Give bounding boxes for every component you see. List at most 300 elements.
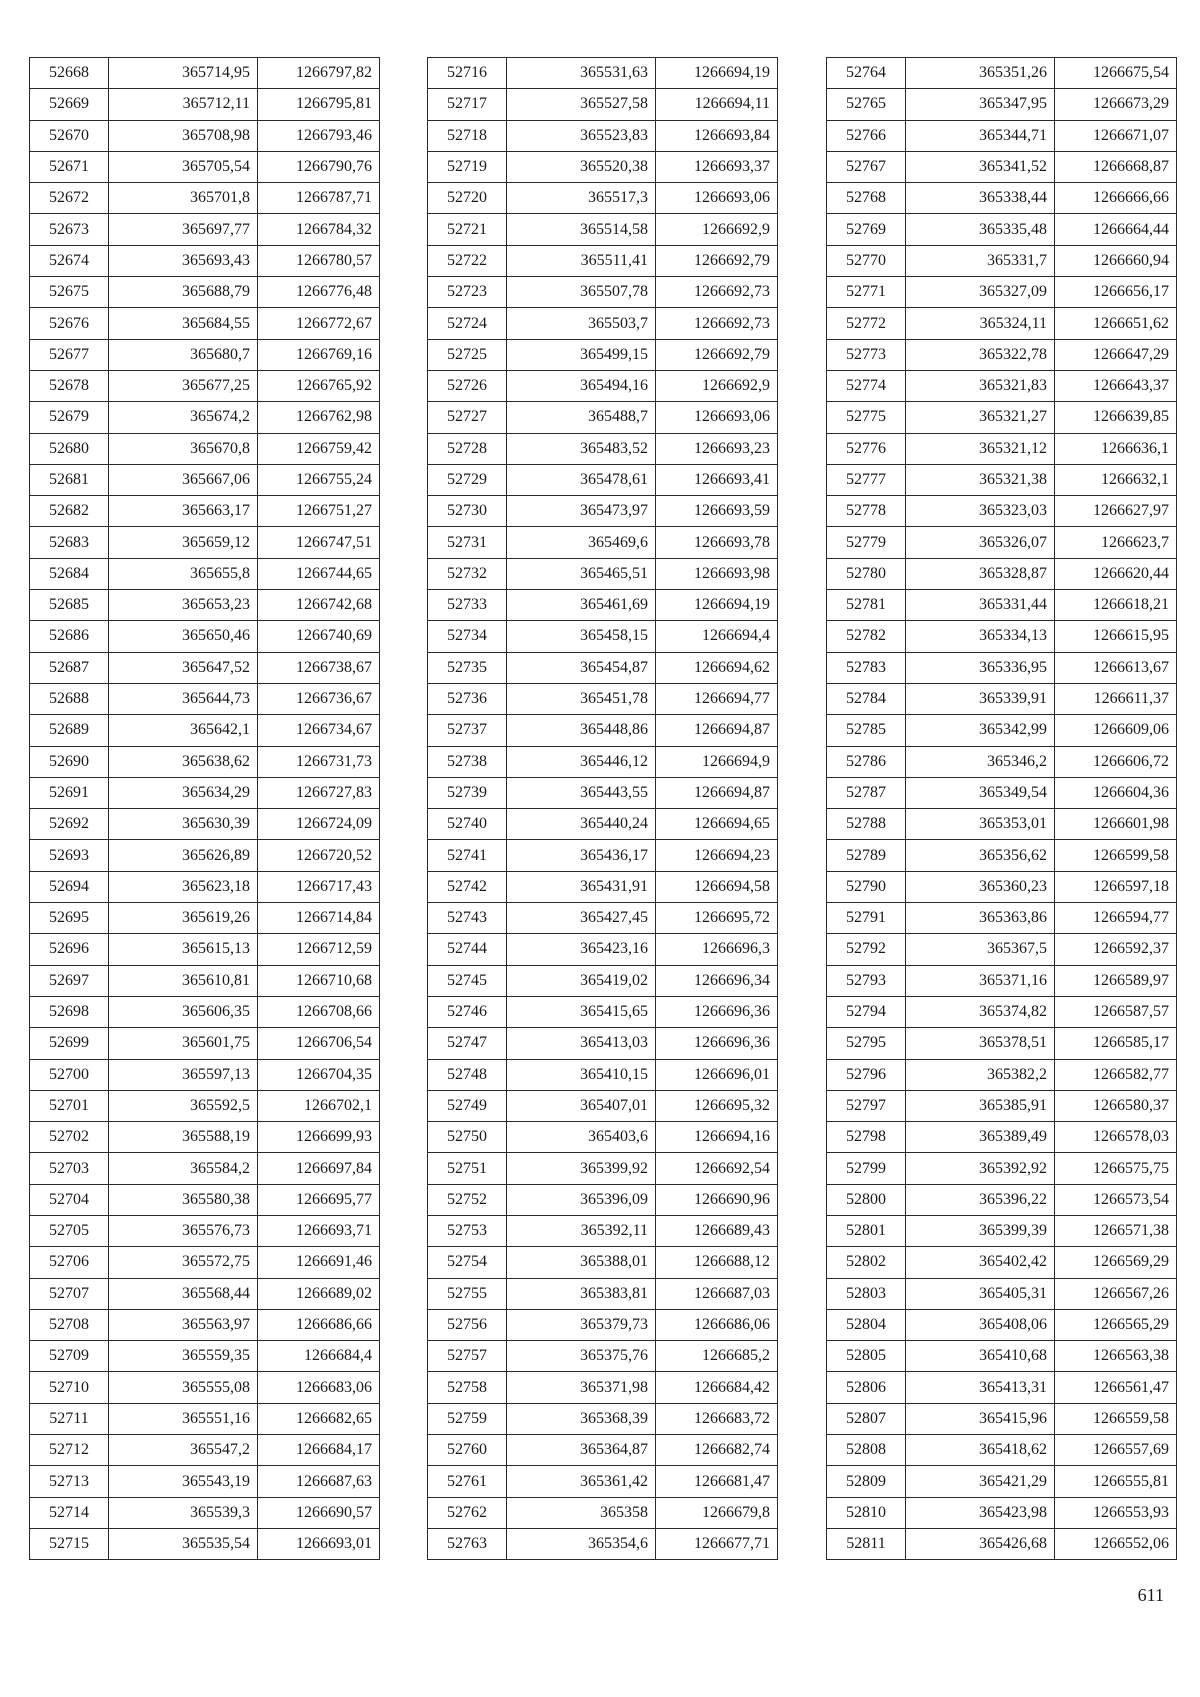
y-coordinate-cell: 1266776,48 <box>258 277 380 308</box>
table-row <box>827 1372 1177 1403</box>
x-coordinate-cell: 365413,03 <box>507 1028 656 1059</box>
y-coordinate-cell: 1266695,77 <box>258 1184 380 1215</box>
y-coordinate-cell: 1266613,67 <box>1055 652 1177 683</box>
point-number-cell: 52719 <box>428 151 507 182</box>
x-coordinate-cell: 365358 <box>507 1497 656 1528</box>
y-coordinate-cell: 1266656,17 <box>1055 277 1177 308</box>
table-row <box>30 715 380 746</box>
x-coordinate-cell: 365353,01 <box>906 809 1055 840</box>
y-coordinate-cell: 1266694,77 <box>656 683 778 714</box>
y-coordinate-cell: 1266565,29 <box>1055 1309 1177 1340</box>
x-coordinate-cell: 365349,54 <box>906 777 1055 808</box>
y-coordinate-cell: 1266742,68 <box>258 590 380 621</box>
x-coordinate-cell: 365323,03 <box>906 496 1055 527</box>
table-row <box>428 809 778 840</box>
table-row <box>30 1090 380 1121</box>
y-coordinate-cell: 1266597,18 <box>1055 871 1177 902</box>
y-coordinate-cell: 1266683,72 <box>656 1403 778 1434</box>
x-coordinate-cell: 365361,42 <box>507 1466 656 1497</box>
x-coordinate-cell: 365396,09 <box>507 1184 656 1215</box>
y-coordinate-cell: 1266694,16 <box>656 1122 778 1153</box>
y-coordinate-cell: 1266555,81 <box>1055 1466 1177 1497</box>
y-coordinate-cell: 1266692,9 <box>656 370 778 401</box>
x-coordinate-cell: 365413,31 <box>906 1372 1055 1403</box>
table-row <box>428 496 778 527</box>
table-row <box>30 183 380 214</box>
table-row <box>30 277 380 308</box>
y-coordinate-cell: 1266553,93 <box>1055 1497 1177 1528</box>
point-number-cell: 52755 <box>428 1278 507 1309</box>
y-coordinate-cell: 1266694,58 <box>656 871 778 902</box>
x-coordinate-cell: 365610,81 <box>109 965 258 996</box>
table-row <box>30 214 380 245</box>
y-coordinate-cell: 1266660,94 <box>1055 245 1177 276</box>
point-number-cell: 52695 <box>30 903 109 934</box>
table-row <box>827 715 1177 746</box>
table-row <box>827 871 1177 902</box>
table-row <box>827 996 1177 1027</box>
point-number-cell: 52791 <box>827 903 906 934</box>
x-coordinate-cell: 365653,23 <box>109 590 258 621</box>
y-coordinate-cell: 1266580,37 <box>1055 1090 1177 1121</box>
y-coordinate-cell: 1266690,96 <box>656 1184 778 1215</box>
y-coordinate-cell: 1266695,32 <box>656 1090 778 1121</box>
point-number-cell: 52789 <box>827 840 906 871</box>
y-coordinate-cell: 1266683,06 <box>258 1372 380 1403</box>
x-coordinate-cell: 365473,97 <box>507 496 656 527</box>
table-row <box>827 1059 1177 1090</box>
y-coordinate-cell: 1266692,79 <box>656 245 778 276</box>
y-coordinate-cell: 1266696,3 <box>656 934 778 965</box>
x-coordinate-cell: 365324,11 <box>906 308 1055 339</box>
table-row <box>428 1466 778 1497</box>
table-row <box>428 1528 778 1559</box>
point-number-cell: 52701 <box>30 1090 109 1121</box>
y-coordinate-cell: 1266684,42 <box>656 1372 778 1403</box>
point-number-cell: 52720 <box>428 183 507 214</box>
table-row <box>428 464 778 495</box>
x-coordinate-cell: 365415,96 <box>906 1403 1055 1434</box>
x-coordinate-cell: 365426,68 <box>906 1528 1055 1559</box>
point-number-cell: 52806 <box>827 1372 906 1403</box>
x-coordinate-cell: 365701,8 <box>109 183 258 214</box>
table-row <box>827 1028 1177 1059</box>
table-row <box>428 934 778 965</box>
table-row <box>827 1215 1177 1246</box>
y-coordinate-cell: 1266712,59 <box>258 934 380 965</box>
point-number-cell: 52703 <box>30 1153 109 1184</box>
x-coordinate-cell: 365436,17 <box>507 840 656 871</box>
y-coordinate-cell: 1266694,65 <box>656 809 778 840</box>
point-number-cell: 52744 <box>428 934 507 965</box>
table-row <box>827 965 1177 996</box>
y-coordinate-cell: 1266692,73 <box>656 308 778 339</box>
y-coordinate-cell: 1266693,06 <box>656 402 778 433</box>
y-coordinate-cell: 1266632,1 <box>1055 464 1177 495</box>
point-number-cell: 52746 <box>428 996 507 1027</box>
y-coordinate-cell: 1266755,24 <box>258 464 380 495</box>
point-number-cell: 52724 <box>428 308 507 339</box>
x-coordinate-cell: 365644,73 <box>109 683 258 714</box>
table-row <box>428 214 778 245</box>
point-number-cell: 52754 <box>428 1247 507 1278</box>
point-number-cell: 52793 <box>827 965 906 996</box>
y-coordinate-cell: 1266601,98 <box>1055 809 1177 840</box>
x-coordinate-cell: 365458,15 <box>507 621 656 652</box>
x-coordinate-cell: 365334,13 <box>906 621 1055 652</box>
y-coordinate-cell: 1266573,54 <box>1055 1184 1177 1215</box>
y-coordinate-cell: 1266627,97 <box>1055 496 1177 527</box>
point-number-cell: 52688 <box>30 683 109 714</box>
point-number-cell: 52773 <box>827 339 906 370</box>
x-coordinate-cell: 365465,51 <box>507 558 656 589</box>
point-number-cell: 52758 <box>428 1372 507 1403</box>
point-number-cell: 52741 <box>428 840 507 871</box>
y-coordinate-cell: 1266606,72 <box>1055 746 1177 777</box>
y-coordinate-cell: 1266620,44 <box>1055 558 1177 589</box>
point-number-cell: 52759 <box>428 1403 507 1434</box>
table-row <box>827 1090 1177 1121</box>
x-coordinate-cell: 365363,86 <box>906 903 1055 934</box>
point-number-cell: 52686 <box>30 621 109 652</box>
point-number-cell: 52700 <box>30 1059 109 1090</box>
table-row <box>428 1090 778 1121</box>
point-number-cell: 52683 <box>30 527 109 558</box>
y-coordinate-cell: 1266734,67 <box>258 715 380 746</box>
x-coordinate-cell: 365588,19 <box>109 1122 258 1153</box>
point-number-cell: 52691 <box>30 777 109 808</box>
table-row <box>428 308 778 339</box>
y-coordinate-cell: 1266790,76 <box>258 151 380 182</box>
y-coordinate-cell: 1266594,77 <box>1055 903 1177 934</box>
table-row <box>827 1184 1177 1215</box>
point-number-cell: 52707 <box>30 1278 109 1309</box>
table-row <box>428 58 778 89</box>
point-number-cell: 52803 <box>827 1278 906 1309</box>
x-coordinate-cell: 365650,46 <box>109 621 258 652</box>
y-coordinate-cell: 1266793,46 <box>258 120 380 151</box>
x-coordinate-cell: 365483,52 <box>507 433 656 464</box>
y-coordinate-cell: 1266557,69 <box>1055 1435 1177 1466</box>
table-row <box>827 1466 1177 1497</box>
table-row <box>827 1528 1177 1559</box>
point-number-cell: 52704 <box>30 1184 109 1215</box>
y-coordinate-cell: 1266563,38 <box>1055 1341 1177 1372</box>
x-coordinate-cell: 365346,2 <box>906 746 1055 777</box>
y-coordinate-cell: 1266690,57 <box>258 1497 380 1528</box>
table-row <box>827 339 1177 370</box>
x-coordinate-cell: 365399,39 <box>906 1215 1055 1246</box>
y-coordinate-cell: 1266759,42 <box>258 433 380 464</box>
x-coordinate-cell: 365375,76 <box>507 1341 656 1372</box>
y-coordinate-cell: 1266695,72 <box>656 903 778 934</box>
point-number-cell: 52709 <box>30 1341 109 1372</box>
y-coordinate-cell: 1266587,57 <box>1055 996 1177 1027</box>
x-coordinate-cell: 365410,68 <box>906 1341 1055 1372</box>
x-coordinate-cell: 365423,98 <box>906 1497 1055 1528</box>
point-number-cell: 52710 <box>30 1372 109 1403</box>
table-row <box>428 996 778 1027</box>
y-coordinate-cell: 1266623,7 <box>1055 527 1177 558</box>
table-row <box>30 496 380 527</box>
point-number-cell: 52684 <box>30 558 109 589</box>
table-row <box>827 934 1177 965</box>
point-number-cell: 52781 <box>827 590 906 621</box>
x-coordinate-cell: 365638,62 <box>109 746 258 777</box>
x-coordinate-cell: 365597,13 <box>109 1059 258 1090</box>
point-number-cell: 52729 <box>428 464 507 495</box>
point-number-cell: 52678 <box>30 370 109 401</box>
y-coordinate-cell: 1266639,85 <box>1055 402 1177 433</box>
x-coordinate-cell: 365655,8 <box>109 558 258 589</box>
x-coordinate-cell: 365659,12 <box>109 527 258 558</box>
y-coordinate-cell: 1266571,38 <box>1055 1215 1177 1246</box>
y-coordinate-cell: 1266609,06 <box>1055 715 1177 746</box>
x-coordinate-cell: 365378,51 <box>906 1028 1055 1059</box>
table-row <box>428 1184 778 1215</box>
point-number-cell: 52767 <box>827 151 906 182</box>
table-row <box>30 590 380 621</box>
table-row <box>827 1247 1177 1278</box>
point-number-cell: 52747 <box>428 1028 507 1059</box>
table-row <box>30 996 380 1027</box>
y-coordinate-cell: 1266689,43 <box>656 1215 778 1246</box>
table-row <box>827 527 1177 558</box>
point-number-cell: 52713 <box>30 1466 109 1497</box>
x-coordinate-cell: 365371,16 <box>906 965 1055 996</box>
x-coordinate-cell: 365667,06 <box>109 464 258 495</box>
x-coordinate-cell: 365431,91 <box>507 871 656 902</box>
point-number-cell: 52716 <box>428 58 507 89</box>
x-coordinate-cell: 365321,27 <box>906 402 1055 433</box>
point-number-cell: 52804 <box>827 1309 906 1340</box>
point-number-cell: 52769 <box>827 214 906 245</box>
y-coordinate-cell: 1266751,27 <box>258 496 380 527</box>
table-row <box>428 558 778 589</box>
y-coordinate-cell: 1266694,19 <box>656 58 778 89</box>
point-number-cell: 52711 <box>30 1403 109 1434</box>
y-coordinate-cell: 1266724,09 <box>258 809 380 840</box>
x-coordinate-cell: 365584,2 <box>109 1153 258 1184</box>
point-number-cell: 52692 <box>30 809 109 840</box>
x-coordinate-cell: 365392,92 <box>906 1153 1055 1184</box>
point-number-cell: 52670 <box>30 120 109 151</box>
y-coordinate-cell: 1266706,54 <box>258 1028 380 1059</box>
point-number-cell: 52705 <box>30 1215 109 1246</box>
y-coordinate-cell: 1266681,47 <box>656 1466 778 1497</box>
table-row <box>827 277 1177 308</box>
x-coordinate-cell: 365331,44 <box>906 590 1055 621</box>
point-number-cell: 52731 <box>428 527 507 558</box>
table-row <box>30 652 380 683</box>
table-row <box>428 339 778 370</box>
x-coordinate-cell: 365364,87 <box>507 1435 656 1466</box>
point-number-cell: 52787 <box>827 777 906 808</box>
point-number-cell: 52675 <box>30 277 109 308</box>
table-row <box>30 120 380 151</box>
table-row <box>827 1309 1177 1340</box>
table-row <box>30 746 380 777</box>
y-coordinate-cell: 1266696,34 <box>656 965 778 996</box>
table-row <box>827 151 1177 182</box>
y-coordinate-cell: 1266694,19 <box>656 590 778 621</box>
point-number-cell: 52680 <box>30 433 109 464</box>
coordinate-table-2 <box>427 57 778 1560</box>
point-number-cell: 52734 <box>428 621 507 652</box>
point-number-cell: 52801 <box>827 1215 906 1246</box>
table-row <box>30 1184 380 1215</box>
point-number-cell: 52730 <box>428 496 507 527</box>
y-coordinate-cell: 1266731,73 <box>258 746 380 777</box>
table-row <box>30 402 380 433</box>
point-number-cell: 52702 <box>30 1122 109 1153</box>
point-number-cell: 52673 <box>30 214 109 245</box>
x-coordinate-cell: 365392,11 <box>507 1215 656 1246</box>
point-number-cell: 52694 <box>30 871 109 902</box>
point-number-cell: 52690 <box>30 746 109 777</box>
point-number-cell: 52708 <box>30 1309 109 1340</box>
y-coordinate-cell: 1266727,83 <box>258 777 380 808</box>
table-row <box>428 683 778 714</box>
point-number-cell: 52732 <box>428 558 507 589</box>
x-coordinate-cell: 365402,42 <box>906 1247 1055 1278</box>
table-row <box>30 1309 380 1340</box>
y-coordinate-cell: 1266636,1 <box>1055 433 1177 464</box>
y-coordinate-cell: 1266738,67 <box>258 652 380 683</box>
table-row <box>428 965 778 996</box>
x-coordinate-cell: 365446,12 <box>507 746 656 777</box>
point-number-cell: 52725 <box>428 339 507 370</box>
coordinate-table-body <box>30 58 380 1560</box>
x-coordinate-cell: 365507,78 <box>507 277 656 308</box>
x-coordinate-cell: 365321,38 <box>906 464 1055 495</box>
y-coordinate-cell: 1266693,41 <box>656 464 778 495</box>
y-coordinate-cell: 1266694,23 <box>656 840 778 871</box>
point-number-cell: 52721 <box>428 214 507 245</box>
table-row <box>30 777 380 808</box>
y-coordinate-cell: 1266693,98 <box>656 558 778 589</box>
point-number-cell: 52766 <box>827 120 906 151</box>
y-coordinate-cell: 1266664,44 <box>1055 214 1177 245</box>
table-row <box>428 590 778 621</box>
y-coordinate-cell: 1266717,43 <box>258 871 380 902</box>
point-number-cell: 52774 <box>827 370 906 401</box>
y-coordinate-cell: 1266615,95 <box>1055 621 1177 652</box>
y-coordinate-cell: 1266684,4 <box>258 1341 380 1372</box>
x-coordinate-cell: 365663,17 <box>109 496 258 527</box>
point-number-cell: 52669 <box>30 89 109 120</box>
x-coordinate-cell: 365647,52 <box>109 652 258 683</box>
y-coordinate-cell: 1266685,2 <box>656 1341 778 1372</box>
point-number-cell: 52768 <box>827 183 906 214</box>
point-number-cell: 52802 <box>827 1247 906 1278</box>
y-coordinate-cell: 1266787,71 <box>258 183 380 214</box>
point-number-cell: 52742 <box>428 871 507 902</box>
x-coordinate-cell: 365331,7 <box>906 245 1055 276</box>
table-row <box>428 402 778 433</box>
table-row <box>428 1341 778 1372</box>
point-number-cell: 52770 <box>827 245 906 276</box>
table-row <box>827 1122 1177 1153</box>
y-coordinate-cell: 1266666,66 <box>1055 183 1177 214</box>
y-coordinate-cell: 1266592,37 <box>1055 934 1177 965</box>
y-coordinate-cell: 1266693,01 <box>258 1528 380 1559</box>
table-row <box>428 1122 778 1153</box>
x-coordinate-cell: 365339,91 <box>906 683 1055 714</box>
point-number-cell: 52751 <box>428 1153 507 1184</box>
table-row <box>428 1435 778 1466</box>
y-coordinate-cell: 1266693,23 <box>656 433 778 464</box>
table-row <box>428 89 778 120</box>
x-coordinate-cell: 365708,98 <box>109 120 258 151</box>
table-row <box>30 809 380 840</box>
table-row <box>428 746 778 777</box>
y-coordinate-cell: 1266673,29 <box>1055 89 1177 120</box>
x-coordinate-cell: 365322,78 <box>906 339 1055 370</box>
x-coordinate-cell: 365568,44 <box>109 1278 258 1309</box>
point-number-cell: 52763 <box>428 1528 507 1559</box>
table-row <box>30 1247 380 1278</box>
table-row <box>428 1215 778 1246</box>
page-number: 611 <box>1137 1585 1164 1605</box>
point-number-cell: 52685 <box>30 590 109 621</box>
x-coordinate-cell: 365448,86 <box>507 715 656 746</box>
point-number-cell: 52677 <box>30 339 109 370</box>
table-row <box>827 1403 1177 1434</box>
point-number-cell: 52717 <box>428 89 507 120</box>
y-coordinate-cell: 1266647,29 <box>1055 339 1177 370</box>
point-number-cell: 52728 <box>428 433 507 464</box>
x-coordinate-cell: 365341,52 <box>906 151 1055 182</box>
y-coordinate-cell: 1266696,36 <box>656 996 778 1027</box>
point-number-cell: 52792 <box>827 934 906 965</box>
x-coordinate-cell: 365440,24 <box>507 809 656 840</box>
x-coordinate-cell: 365503,7 <box>507 308 656 339</box>
x-coordinate-cell: 365454,87 <box>507 652 656 683</box>
table-row <box>30 1341 380 1372</box>
x-coordinate-cell: 365514,58 <box>507 214 656 245</box>
table-row <box>428 903 778 934</box>
point-number-cell: 52756 <box>428 1309 507 1340</box>
table-row <box>827 464 1177 495</box>
y-coordinate-cell: 1266668,87 <box>1055 151 1177 182</box>
table-row <box>30 1215 380 1246</box>
table-row <box>428 1497 778 1528</box>
table-row <box>827 245 1177 276</box>
table-row <box>428 1309 778 1340</box>
table-row <box>827 746 1177 777</box>
x-coordinate-cell: 365382,2 <box>906 1059 1055 1090</box>
x-coordinate-cell: 365619,26 <box>109 903 258 934</box>
point-number-cell: 52676 <box>30 308 109 339</box>
x-coordinate-cell: 365367,5 <box>906 934 1055 965</box>
y-coordinate-cell: 1266567,26 <box>1055 1278 1177 1309</box>
point-number-cell: 52697 <box>30 965 109 996</box>
point-number-cell: 52687 <box>30 652 109 683</box>
y-coordinate-cell: 1266689,02 <box>258 1278 380 1309</box>
y-coordinate-cell: 1266780,57 <box>258 245 380 276</box>
y-coordinate-cell: 1266687,03 <box>656 1278 778 1309</box>
y-coordinate-cell: 1266693,59 <box>656 496 778 527</box>
point-number-cell: 52772 <box>827 308 906 339</box>
x-coordinate-cell: 365383,81 <box>507 1278 656 1309</box>
table-row <box>827 1341 1177 1372</box>
x-coordinate-cell: 365351,26 <box>906 58 1055 89</box>
table-row <box>827 370 1177 401</box>
x-coordinate-cell: 365354,6 <box>507 1528 656 1559</box>
y-coordinate-cell: 1266575,75 <box>1055 1153 1177 1184</box>
point-number-cell: 52764 <box>827 58 906 89</box>
